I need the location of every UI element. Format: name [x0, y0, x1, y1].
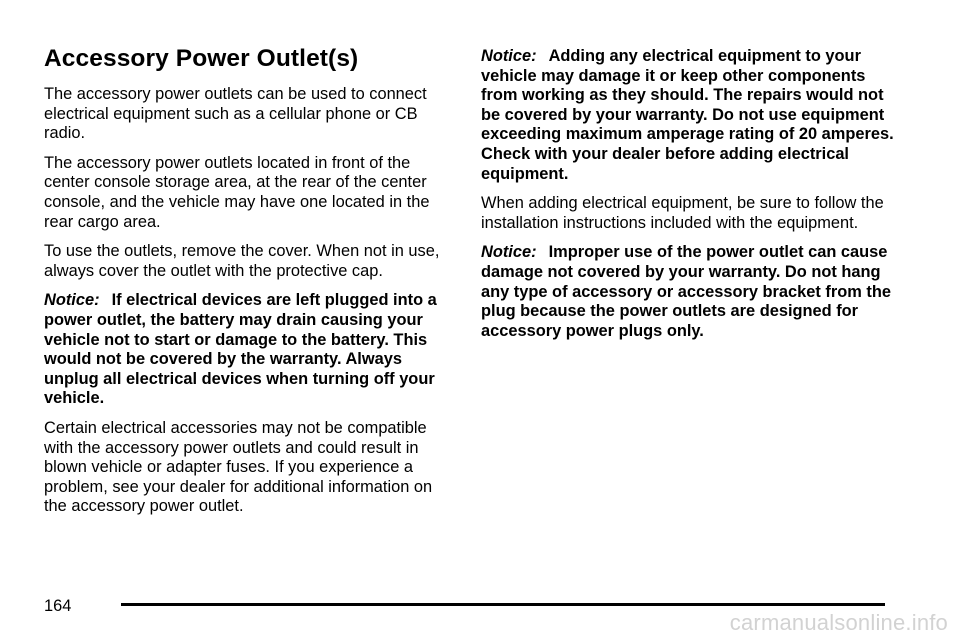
intro-paragraph: The accessory power outlets can be used to connect electrical equipment such as a cellular phone or CB radio.: [44, 85, 427, 143]
compatibility-paragraph: Certain electrical accessories may not be compatible with the accessory power outlets and could result in blown vehicle or adapter fuses. If you experience a problem, see your dealer for additional information on the accessory power outlet.: [44, 418, 433, 516]
notice-label: Notice:: [481, 47, 537, 65]
installation-paragraph: When adding electrical equipment, be sure to follow the installation instructions included with the equipment.: [481, 194, 884, 232]
notice-text: Adding any electrical equipment to your vehicle may damage it or keep other components from working as they should. The repairs would not be covered by your warranty. Do not use equipment exceeding maximum amperage rating of 20 amperes. Check with your dealer before adding electrical equipment.: [481, 47, 894, 183]
right-column: [481, 47, 901, 351]
misuse-notice: [481, 243, 901, 341]
notice-text: If electrical devices are left plugged into a power outlet, the battery may drain causing your vehicle not to start or damage to the battery. This would not be covered by the warranty. Always unplug all electrical devices when turning off your vehicle.: [44, 291, 437, 408]
watermark: carmanualsonline.info: [729, 610, 948, 635]
notice-label: Notice:: [481, 243, 537, 262]
notice-text: Improper use of the power outlet can cause damage not covered by your warranty. Do not hang any type of accessory or accessory bracket from the plug because the power outlets are designed for accessory power plugs only.: [481, 243, 891, 340]
battery-notice: [44, 291, 452, 409]
notice-label: Notice:: [44, 291, 100, 310]
location-paragraph: The accessory power outlets located in front of the center console storage area, at the rear of the center console, and the vehicle may have one located in the rear cargo area.: [44, 153, 430, 231]
footer-rule: [121, 603, 885, 606]
page-number: 164: [44, 597, 72, 615]
equipment-notice: [481, 47, 901, 184]
left-column: [44, 44, 452, 527]
section-title: Accessory Power Outlet(s): [44, 45, 359, 72]
usage-paragraph: To use the outlets, remove the cover. When not in use, always cover the outlet with the protective cap.: [44, 242, 440, 280]
